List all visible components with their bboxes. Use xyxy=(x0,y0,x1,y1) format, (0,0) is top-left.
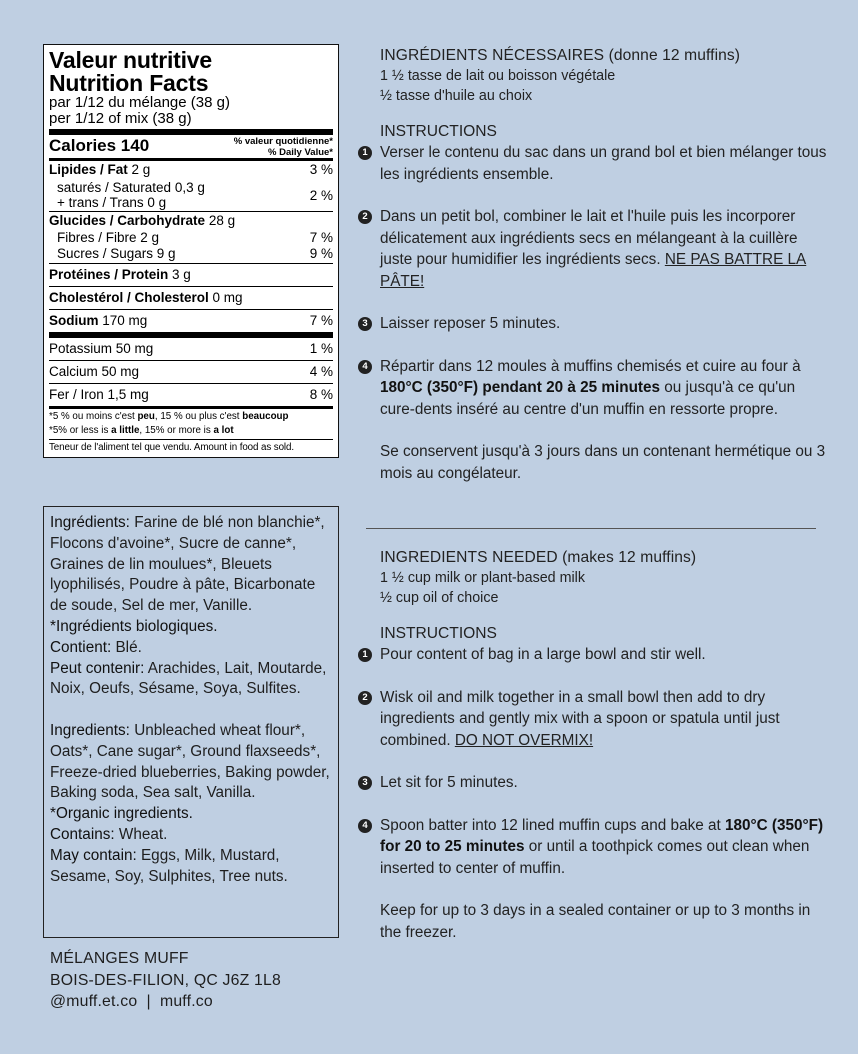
sodium-dv: 7 % xyxy=(309,313,333,328)
needed-heading-fr xyxy=(358,46,828,66)
step-text: Laisser reposer 5 minutes. xyxy=(380,315,561,332)
may-contain-fr-label: Peut contenir: xyxy=(50,659,145,677)
company-name: MÉLANGES MUFF xyxy=(50,950,189,967)
calcium-label: Calcium 50 mg xyxy=(49,364,140,379)
sat-trans-dv: 2 % xyxy=(309,187,333,203)
step-number-icon: 1 xyxy=(358,146,372,160)
ingredients-en xyxy=(50,721,332,804)
carb-label: Glucides / Carbohydrate xyxy=(49,213,206,228)
fat-value: 2 g xyxy=(131,162,151,177)
cholesterol-row xyxy=(49,287,333,309)
fibre-dv: 7 % xyxy=(309,230,333,245)
needed-heading-text: INGRÉDIENTS NÉCESSAIRES xyxy=(380,47,605,64)
step-fr-4 xyxy=(358,356,828,421)
potassium-row xyxy=(49,338,333,360)
contains-en xyxy=(50,825,332,846)
carb-row xyxy=(49,212,333,230)
step-number-icon: 4 xyxy=(358,819,372,833)
calories-row xyxy=(49,135,333,158)
fat-dv: 3 % xyxy=(309,162,333,177)
protein-label: Protéines / Protein xyxy=(49,267,169,282)
contains-en-text: Wheat. xyxy=(118,825,168,843)
saturated-line: saturés / Saturated 0,3 g xyxy=(57,180,205,195)
potassium-dv: 1 % xyxy=(309,341,333,356)
organic-fr: *Ingrédients biologiques. xyxy=(50,617,218,635)
sodium-value: 170 mg xyxy=(102,313,148,328)
step-fr-2 xyxy=(358,206,828,292)
may-contain-en-label: May contain: xyxy=(50,846,137,864)
english-instructions xyxy=(358,548,828,943)
footnote-bold: beaucoup xyxy=(242,411,289,422)
dv-header-fr: % valeur quotidienne* xyxy=(233,136,333,147)
step-text-wrap xyxy=(380,206,828,292)
cholesterol-value: 0 mg xyxy=(212,290,243,305)
fibre-label: Fibres / Fibre 2 g xyxy=(57,230,160,245)
fibre-row xyxy=(49,230,333,246)
serving-size-en: per 1/12 of mix (38 g) xyxy=(49,110,192,127)
step-en-1 xyxy=(358,644,828,666)
may-contain-fr-text: Arachides, Lait, Moutarde, Noix, Oeufs, Sésame, Soya, Sulfites. xyxy=(50,659,327,698)
storage-note-fr: Se conservent jusqu'à 3 jours dans un contenant hermétique ou 3 mois au congélateur. xyxy=(380,443,826,482)
step-text: Spoon batter into 12 lined muffin cups and bake at xyxy=(380,816,721,834)
footnote-text: *5 % ou moins c'est xyxy=(49,411,138,422)
needed-heading-yield: (makes 12 muffins) xyxy=(562,549,697,566)
nutrition-title-fr: Valeur nutritive xyxy=(49,47,212,73)
calcium-dv: 4 % xyxy=(309,364,333,379)
ingredients-fr-text: Farine de blé non blanchie*, Flocons d'avoine*, Sucre de canne*, Graines de lin moulues*, Bleuets lyophilisés, Poudre à pâte, Bicarbonate de soude, Sel de mer, Vanille. xyxy=(50,514,325,615)
sugars-row xyxy=(49,246,333,263)
step-text: Wisk oil and milk together in a small bowl then add to dry ingredients and gently mix with a spoon or spatula until just combined. xyxy=(380,688,780,749)
contains-fr xyxy=(50,638,332,659)
needed-item-en-2: ½ cup oil of choice xyxy=(380,590,499,606)
step-fr-3 xyxy=(358,313,828,335)
instructions-heading-en: INSTRUCTIONS xyxy=(380,625,497,642)
step-number-icon: 3 xyxy=(358,776,372,790)
sodium-row xyxy=(49,310,333,332)
footnote-fr xyxy=(49,409,333,423)
sugars-dv: 9 % xyxy=(309,246,333,261)
step-text: ou jusqu'à ce qu'un cure-dents inséré au centre d'un muffin en ressorte propre. xyxy=(380,379,796,418)
spacer xyxy=(50,700,332,721)
company-web: @muff.et.co | muff.co xyxy=(50,993,213,1010)
step-text: Verser le contenu du sac dans un grand bol et bien mélanger tous les ingrédients ensemble. xyxy=(380,144,827,183)
iron-label: Fer / Iron 1,5 mg xyxy=(49,387,149,402)
footnote-food-as-sold: Teneur de l'aliment tel que vendu. Amount in food as sold. xyxy=(49,442,294,453)
protein-value: 3 g xyxy=(172,267,191,282)
step-number-icon: 3 xyxy=(358,317,372,331)
nutrition-facts-panel xyxy=(43,44,339,458)
step-text-wrap xyxy=(380,687,828,752)
sugars-label: Sucres / Sugars 9 g xyxy=(57,246,176,261)
french-instructions xyxy=(358,46,828,484)
ingredients-en-label: Ingredients: xyxy=(50,721,130,739)
dv-header-en: % Daily Value* xyxy=(268,147,333,158)
calories-label: Calories 140 xyxy=(49,136,150,155)
trans-line: + trans / Trans 0 g xyxy=(57,195,167,210)
fat-label: Lipides / Fat xyxy=(49,162,128,177)
footnote-text: *5% or less is xyxy=(49,425,112,436)
step-warning: DO NOT OVERMIX! xyxy=(454,731,594,749)
needed-heading-text: INGREDIENTS NEEDED xyxy=(380,549,558,566)
daily-value-header xyxy=(234,136,333,158)
sat-trans-row xyxy=(49,179,333,211)
calcium-row xyxy=(49,361,333,383)
company-city: BOIS-DES-FILION, QC J6Z 1L8 xyxy=(50,971,281,989)
step-highlight: 180°C (350°F) pendant 20 à 25 minutes xyxy=(380,379,661,396)
ingredients-panel xyxy=(43,506,339,938)
section-divider xyxy=(366,528,816,529)
may-contain-fr xyxy=(50,659,332,701)
instructions-heading-fr: INSTRUCTIONS xyxy=(380,123,497,140)
iron-dv: 8 % xyxy=(309,387,333,402)
step-en-3 xyxy=(358,772,828,794)
serving-size-fr: par 1/12 du mélange (38 g) xyxy=(49,94,230,111)
step-text: Pour content of bag in a large bowl and stir well. xyxy=(380,646,706,663)
footnote-bold: a little xyxy=(111,425,140,436)
needed-item-fr-2: ½ tasse d'huile au choix xyxy=(380,88,533,104)
needed-heading-en xyxy=(358,548,828,568)
needed-item-fr-1: 1 ½ tasse de lait ou boisson végétale xyxy=(380,68,616,84)
may-contain-en-text: Eggs, Milk, Mustard, Sesame, Soy, Sulphites, Tree nuts. xyxy=(50,846,288,885)
needed-heading-yield: (donne 12 muffins) xyxy=(608,47,741,64)
may-contain-en xyxy=(50,846,332,888)
cholesterol-label: Cholestérol / Cholesterol xyxy=(49,290,209,305)
protein-row xyxy=(49,264,333,286)
ingredients-fr xyxy=(50,513,332,638)
footnote-en xyxy=(49,423,333,437)
storage-note-en: Keep for up to 3 days in a sealed container or up to 3 months in the freezer. xyxy=(380,902,811,941)
step-text: Dans un petit bol, combiner le lait et l'huile puis les incorporer délicatement aux ingrédients secs en mélangeant à la cuillère juste pour humidifier les ingrédients secs. xyxy=(380,208,798,268)
contains-fr-label: Contient: xyxy=(50,638,112,656)
step-warning: NE PAS BATTRE LA PÂTE! xyxy=(380,251,807,290)
step-fr-1 xyxy=(358,142,828,185)
nutrition-title-en: Nutrition Facts xyxy=(49,70,209,96)
ingredients-fr-label: Ingrédients: xyxy=(50,514,130,531)
step-text-wrap xyxy=(380,815,828,880)
carb-value: 28 g xyxy=(208,213,236,228)
needed-item-en-1: 1 ½ cup milk or plant-based milk xyxy=(380,570,586,586)
step-text: or until a toothpick comes out clean when inserted to center of muffin. xyxy=(380,838,810,877)
step-number-icon: 4 xyxy=(358,360,372,374)
step-number-icon: 1 xyxy=(358,648,372,662)
potassium-label: Potassium 50 mg xyxy=(49,341,154,356)
ingredients-en-text: Unbleached wheat flour*, Oats*, Cane sugar*, Ground flaxseeds*, Freeze-dried blueberries, Baking powder, Baking soda, Sea salt, Vanilla. xyxy=(50,721,330,802)
footnote-text: , 15% or more is xyxy=(139,425,214,436)
contains-fr-text: Blé. xyxy=(115,638,142,656)
fat-row xyxy=(49,161,333,179)
step-en-4 xyxy=(358,815,828,880)
step-text: Répartir dans 12 moules à muffins chemisés et cuire au four à xyxy=(380,357,801,375)
step-text-wrap xyxy=(380,356,828,421)
contains-en-label: Contains: xyxy=(50,825,115,843)
step-highlight: 180°C (350°F) for 20 to 25 minutes xyxy=(380,816,824,855)
step-number-icon: 2 xyxy=(358,210,372,224)
iron-row xyxy=(49,384,333,406)
sodium-label: Sodium xyxy=(49,313,99,328)
footnote-bold: a lot xyxy=(213,425,234,436)
step-number-icon: 2 xyxy=(358,691,372,705)
step-text: Let sit for 5 minutes. xyxy=(380,774,518,791)
organic-en: *Organic ingredients. xyxy=(50,805,193,823)
company-address xyxy=(50,948,281,1013)
footnote-bold: peu xyxy=(137,411,155,422)
footnote-text: , 15 % ou plus c'est xyxy=(154,411,243,422)
step-en-2 xyxy=(358,687,828,752)
